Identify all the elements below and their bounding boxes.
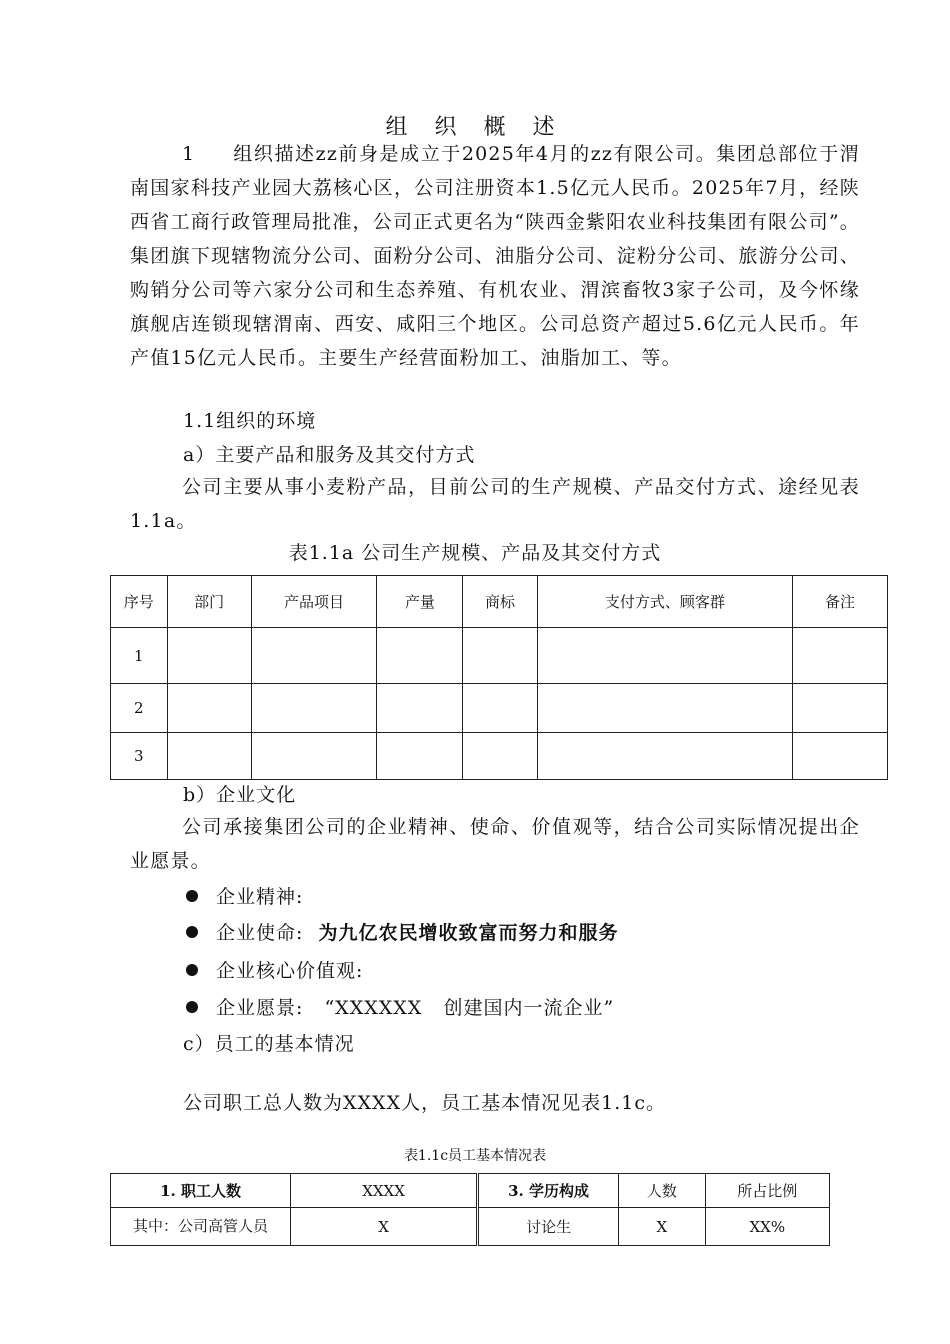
table-cell: X [291, 1208, 478, 1246]
vision-value: “XXXXXX 创建国内一流企业” [324, 997, 615, 1019]
item-a-heading: a）主要产品和服务及其交付方式 [183, 444, 476, 466]
table-cell [792, 733, 887, 780]
page-title: 组 织 概 述 [385, 115, 565, 140]
table-cell [377, 684, 463, 733]
table-cell [167, 628, 251, 684]
bullet-label: 企业使命: [216, 922, 304, 944]
table-row [111, 1208, 830, 1246]
table-cell: 3 [111, 733, 168, 780]
table-cell: 2 [111, 684, 168, 733]
table-header-cell: 备注 [792, 576, 887, 628]
table-header-cell: 产量 [377, 576, 463, 628]
bullet-vision [186, 993, 614, 1020]
table-cell [251, 684, 377, 733]
table-cell [537, 733, 792, 780]
table-cell [377, 628, 463, 684]
bullet-icon [186, 964, 198, 976]
table-cell [463, 733, 537, 780]
bullet-label: 企业核心价值观: [216, 960, 364, 982]
table-row [111, 684, 888, 733]
table-cell [463, 684, 537, 733]
table-cell: 所占比例 [705, 1174, 829, 1208]
item-b-heading: b）企业文化 [183, 784, 297, 806]
paragraph-a: 公司主要从事小麦粉产品，目前公司的生产规模、产品交付方式、途经见表1.1a。 [130, 476, 860, 532]
table-cell: 其中：公司高管人员 [111, 1208, 291, 1246]
table-cell [537, 628, 792, 684]
table-header-cell: 序号 [111, 576, 168, 628]
table-header-cell: 产品项目 [251, 576, 377, 628]
item-c-heading: c）员工的基本情况 [183, 1033, 355, 1055]
table-cell [537, 684, 792, 733]
production-table [110, 575, 888, 780]
bullet-icon [186, 890, 198, 902]
bullet-values [186, 956, 363, 983]
table-cell [251, 628, 377, 684]
paragraph-b: 公司承接集团公司的企业精神、使命、价值观等，结合公司实际情况提出企业愿景。 [130, 816, 860, 872]
table-cell: X [619, 1208, 705, 1246]
table-cell: 1. 职工人数 [111, 1174, 291, 1208]
bullet-label: 企业精神: [216, 886, 304, 908]
paragraph-c: 公司职工总人数为XXXX人，员工基本情况见表1.1c。 [183, 1092, 666, 1114]
bullet-mission [186, 918, 618, 945]
mission-value: 为九亿农民增收致富而努力和服务 [318, 922, 619, 944]
table-cell [251, 733, 377, 780]
table-cell [792, 684, 887, 733]
table-row [111, 733, 888, 780]
bullet-icon [186, 1001, 198, 1013]
table-cell: 3. 学历构成 [478, 1174, 619, 1208]
table-cell [167, 684, 251, 733]
bullet-label: 企业愿景: [216, 997, 304, 1019]
table-header-cell: 部门 [167, 576, 251, 628]
table-header-row [111, 576, 888, 628]
bullet-icon [186, 926, 198, 938]
staff-table [110, 1173, 830, 1246]
intro-paragraph: 1 组织描述zz前身是成立于2025年4月的zz有限公司。集团总部位于渭南国家科技产业园大荔核心区，公司注册资本1.5亿元人民币。2025年7月，经陕西省工商行政管理局批准，公司正式更名为“陕西金紫阳农业科技集团有限公司”。集团旗下现辖物流分公司、面粉分公司、油脂分公司、淀粉分公司、旅游分公司、购销分公司等六家分公司和生态养殖、有机农业、渭滨畜牧3家子公司，及今怀缘旗舰店连锁现辖渭南、西安、咸阳三个地区。公司总资产超过5.6亿元人民币。年产值15亿元人民币。主要生产经营面粉加工、油脂加工、等。 [130, 143, 860, 369]
table-header-cell: 支付方式、顾客群 [537, 576, 792, 628]
table-cell [792, 628, 887, 684]
table-header-cell: 商标 [463, 576, 537, 628]
table-cell [463, 628, 537, 684]
table1-caption: 表1.1a 公司生产规模、产品及其交付方式 [288, 542, 662, 564]
table2-caption: 表1.1c员工基本情况表 [403, 1148, 547, 1164]
bullet-spirit [186, 882, 303, 909]
table-cell [377, 733, 463, 780]
table-cell: 讨论生 [478, 1208, 619, 1246]
section-heading-1-1: 1.1组织的环境 [183, 410, 317, 432]
table-cell: 人数 [619, 1174, 705, 1208]
table-row [111, 1174, 830, 1208]
table-cell: XXXX [291, 1174, 478, 1208]
table-row [111, 628, 888, 684]
table-cell [167, 733, 251, 780]
table-cell: XX% [705, 1208, 829, 1246]
table-cell: 1 [111, 628, 168, 684]
